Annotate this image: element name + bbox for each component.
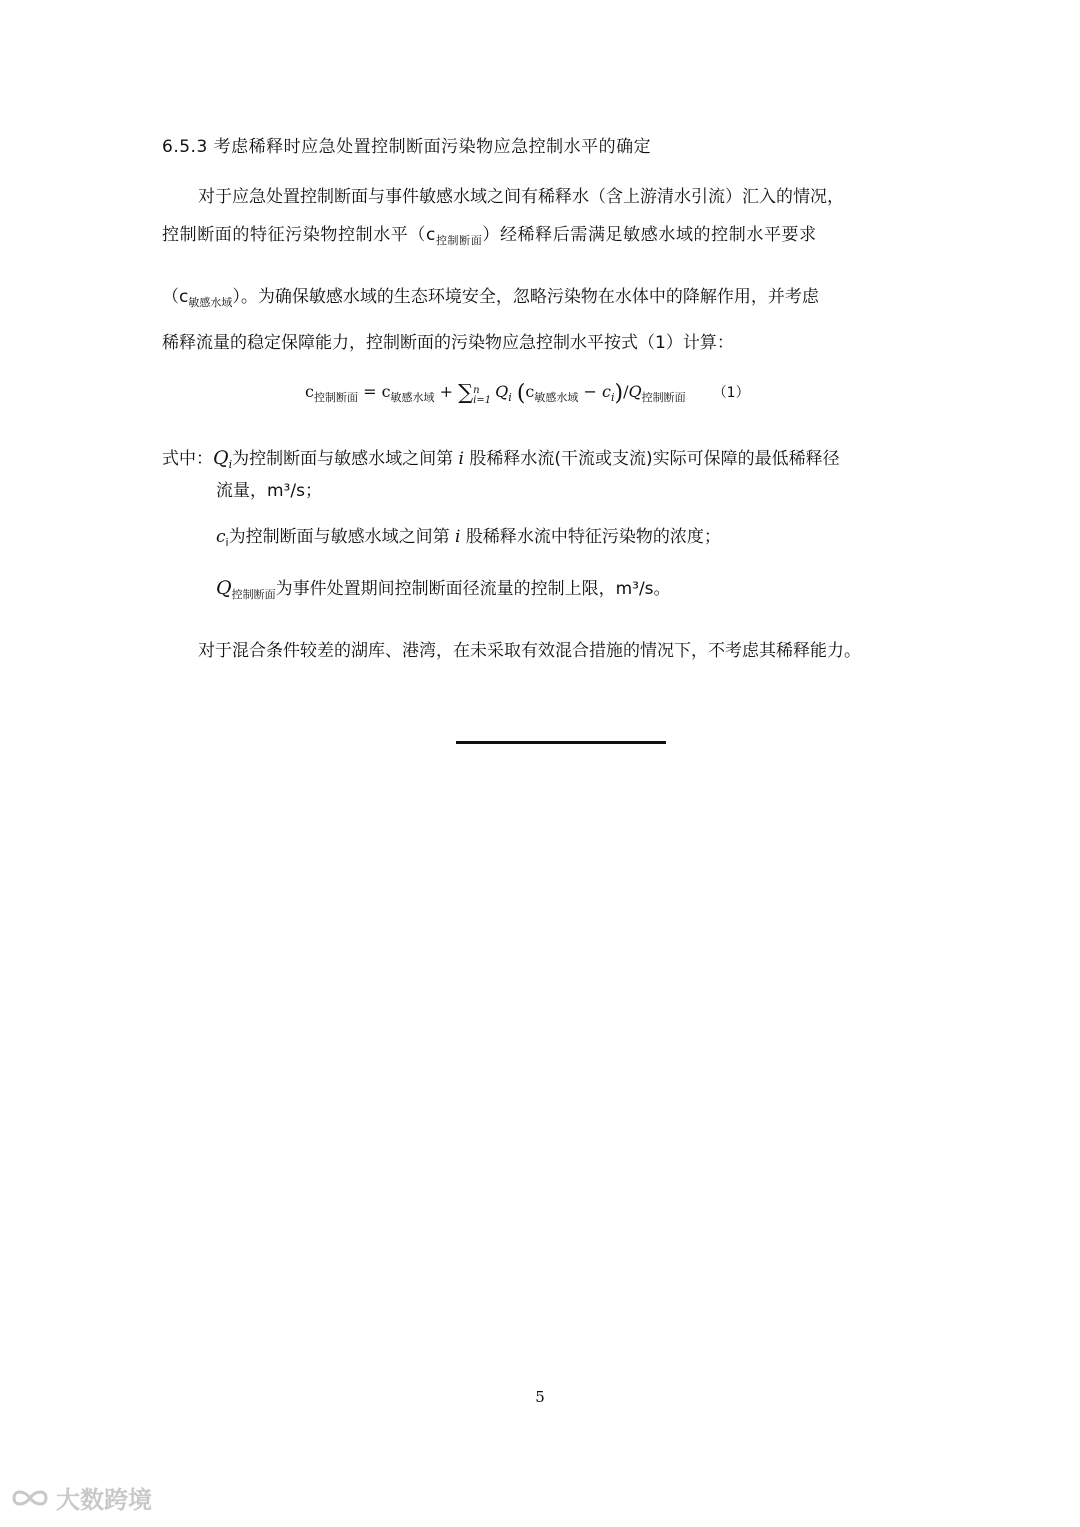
infinity-logo-icon bbox=[10, 1485, 50, 1511]
equation: $c_{控制断面} = c_{敏感水域} + \sum n$ i=1 $Q_i$ $(c_{敏感水域} - c_i)/Q_{控制断面}$ （1） bbox=[305, 380, 750, 406]
definition-line: 流量，m³/s； bbox=[216, 481, 322, 501]
paragraph-line: 对于应急处置控制断面与事件敏感水域之间有稀释水（含上游清水引流）汇入的情况， bbox=[198, 187, 844, 207]
end-rule bbox=[456, 741, 666, 744]
paragraph-line: 稀释流量的稳定保障能力，控制断面的污染物应急控制水平按式（1）计算： bbox=[162, 333, 734, 353]
definition-line: 式中：$Q_i$为控制断面与敏感水域之间第 i 股稀释水流(干流或支流)实际可保障的最低稀释径 bbox=[162, 447, 840, 471]
subscript: 控制断面 bbox=[435, 234, 483, 247]
subscript: 敏感水域 bbox=[188, 296, 233, 309]
paragraph-line: $(c_{敏感水域})$。为确保敏感水域的生态环境安全，忽略污染物在水体中的降解作用，并考虑 bbox=[162, 287, 819, 309]
paragraph-line: 控制断面的特征污染物控制水平$(c_{控制断面})$经稀释后需满足敏感水域的控制水平要求 bbox=[162, 225, 817, 247]
definition-line: $c_i$为控制断面与敏感水域之间第 i 股稀释水流中特征污染物的浓度； bbox=[216, 527, 721, 549]
paragraph-line: 对于混合条件较差的湖库、港湾，在未采取有效混合措施的情况下，不考虑其稀释能力。 bbox=[198, 641, 861, 661]
equation-number: （1） bbox=[712, 385, 750, 401]
definition-line: $Q_{控制断面}$为事件处置期间控制断面径流量的控制上限，m³/s。 bbox=[216, 577, 671, 601]
watermark-text: 大数跨境 bbox=[56, 1486, 152, 1514]
watermark bbox=[10, 1480, 152, 1515]
page-number: 5 bbox=[535, 1388, 545, 1406]
section-heading: 6.5.3 考虑稀释时应急处置控制断面污染物应急控制水平的确定 bbox=[162, 137, 652, 157]
